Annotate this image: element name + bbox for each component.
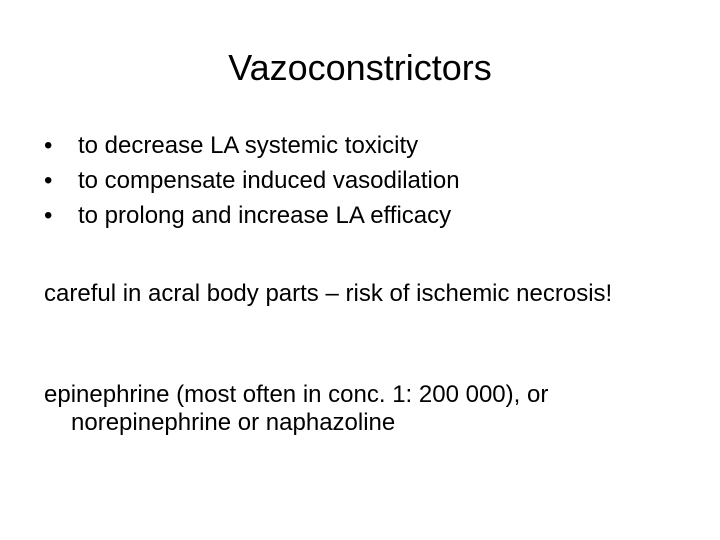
bullet-text: to compensate induced vasodilation: [78, 167, 460, 194]
agents-paragraph: epinephrine (most often in conc. 1: 200 000), or norepinephrine or naphazoline: [44, 381, 549, 436]
bullet-dot-icon: •: [44, 202, 53, 229]
caution-paragraph: careful in acral body parts – risk of ischemic necrosis!: [44, 280, 613, 307]
bullet-dot-icon: •: [44, 132, 53, 159]
bullet-text: to decrease LA systemic toxicity: [78, 132, 419, 159]
bullet-item: [44, 163, 460, 198]
bullet-dot-icon: •: [44, 167, 53, 194]
bullet-item: [44, 198, 460, 233]
bullet-text: to prolong and increase LA efficacy: [78, 202, 452, 229]
bullet-item: [44, 128, 460, 163]
bullet-list: [44, 128, 460, 233]
slide-title: Vazoconstrictors: [228, 47, 492, 88]
